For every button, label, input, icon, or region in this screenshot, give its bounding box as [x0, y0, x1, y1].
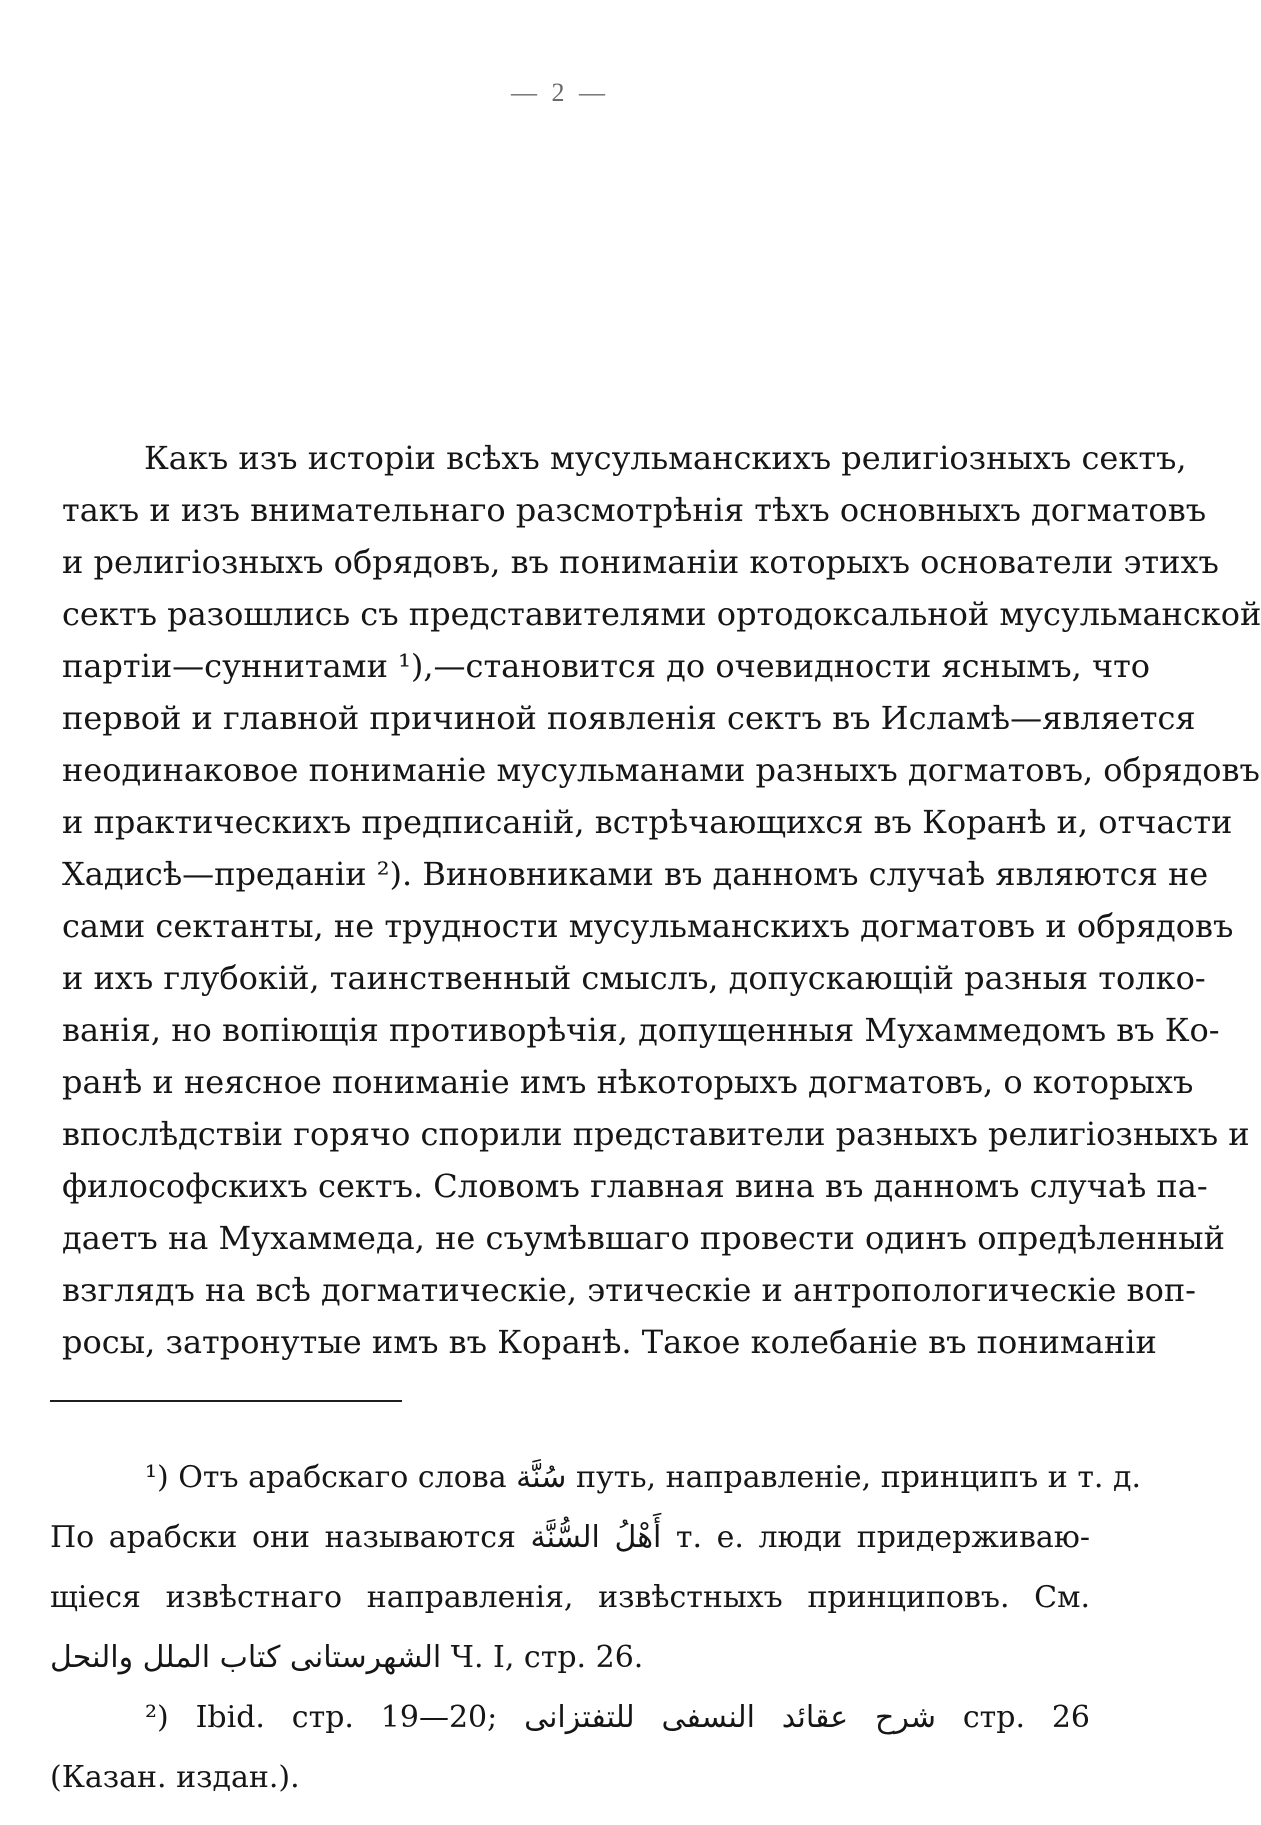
footnote-2-line-1 [50, 1688, 1090, 1748]
text-line: первой и главной причиной появленія сектъ въ Исламѣ—является [62, 699, 1196, 737]
text-line: даетъ на Мухаммеда, не съумѣвшаго провести одинъ опредѣленный [62, 1219, 1225, 1257]
arabic-source-title: الشهرستانى كتاب الملل والنحل [50, 1640, 442, 1675]
footnote-text: По арабски они называются [50, 1520, 516, 1555]
page-number: — 2 — [511, 78, 609, 107]
text-line: ванія, но вопіющія противорѣчія, допущенныя Мухаммедомъ въ Ко- [62, 1011, 1220, 1049]
text-line: Какъ изъ исторіи всѣхъ мусульманскихъ религіозныхъ сектъ, [144, 439, 1187, 477]
text-line: философскихъ сектъ. Словомъ главная вина въ данномъ случаѣ па- [62, 1167, 1208, 1205]
text-line: и религіозныхъ обрядовъ, въ пониманіи которыхъ основатели этихъ [62, 543, 1219, 581]
text-line: такъ и изъ внимательнаго разсмотрѣнія тѣхъ основныхъ догматовъ [62, 491, 1207, 529]
footnote-text: путь, направленіе, принципъ и т. д. [575, 1460, 1142, 1495]
footnote-1-line-1 [50, 1448, 1142, 1508]
text-line: взглядъ на всѣ догматическіе, этическіе и антропологическіе воп- [62, 1271, 1196, 1309]
footnote-text: стр. 26 [962, 1700, 1091, 1735]
text-line: и ихъ глубокій, таинственный смыслъ, допускающій разныя толко- [62, 959, 1206, 997]
main-paragraph [62, 432, 1261, 1368]
text-line: сами сектанты, не трудности мусульманскихъ догматовъ и обрядовъ [62, 907, 1234, 945]
footnote-text: т. е. люди придерживаю- [675, 1520, 1090, 1555]
footnote-marker: ²) [145, 1700, 169, 1735]
footnote-text: Ibid. стр. 19—20; [195, 1700, 498, 1735]
footnote-text: Отъ арабскаго слова [178, 1460, 507, 1495]
footnote-1-line-3: щіеся извѣстнаго направленія, извѣстныхъ принциповъ. См. [50, 1580, 1090, 1615]
arabic-word: سُنَّة [516, 1460, 567, 1495]
text-line: неодинаковое пониманіе мусульманами разныхъ догматовъ, обрядовъ [62, 751, 1260, 789]
text-line: и практическихъ предписаній, встрѣчающихся въ Коранѣ и, отчасти [62, 803, 1233, 841]
text-line: партіи—суннитами ¹),—становится до очевидности яснымъ, что [62, 647, 1151, 685]
arabic-source-title: شرح عقائد النسفى للتفتزانى [524, 1700, 937, 1735]
footnote-1-line-4 [50, 1628, 1090, 1688]
arabic-phrase: أَهْلُ السُّنَّة [530, 1520, 662, 1555]
footnotes-section [50, 1448, 1142, 1808]
footnote-marker: ¹) [145, 1460, 169, 1495]
text-line: сектъ разошлись съ представителями ортодоксальной мусульманской [62, 595, 1261, 633]
footnote-1-line-2 [50, 1508, 1090, 1568]
text-line: впослѣдствіи горячо спорили представители разныхъ религіозныхъ и [62, 1115, 1250, 1153]
text-line: ранѣ и неясное пониманіе имъ нѣкоторыхъ догматовъ, о которыхъ [62, 1063, 1194, 1101]
footnote-2-line-2: (Казан. издан.). [50, 1760, 300, 1795]
footnote-text: Ч. I, стр. 26. [450, 1640, 644, 1675]
text-line: Хадисѣ—преданіи ²). Виновниками въ данномъ случаѣ являются не [62, 855, 1209, 893]
text-line: росы, затронутые имъ въ Коранѣ. Такое колебаніе въ пониманіи [62, 1323, 1157, 1361]
footnote-separator [50, 1400, 402, 1402]
